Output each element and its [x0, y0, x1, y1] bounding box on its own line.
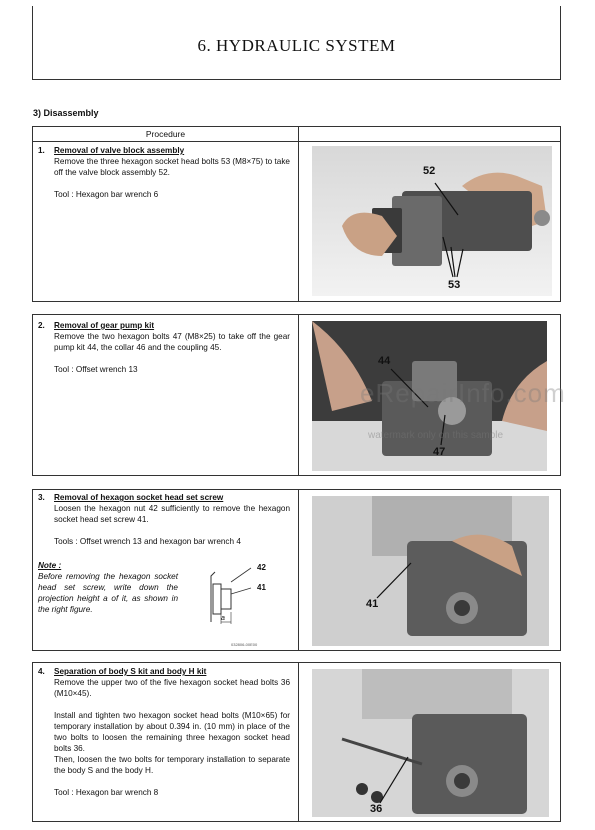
callout-53: 53	[448, 279, 461, 291]
step-text: Remove the three hexagon socket head bolts 53 (M8×75) to take off the valve block assembly 52.	[54, 157, 290, 177]
step-text-2: Install and tighten two hexagon socket head bolts (M10×65) for temporary installation by about 0.394 in. (10 mm) in place of the two bolts to loosen the remaining three hexagon socket head bolts 36.	[54, 711, 290, 753]
fig-label-42: 42	[257, 563, 266, 572]
step-number: 2.	[38, 321, 45, 330]
step-heading: Removal of hexagon socket head set screw	[54, 493, 224, 502]
page-title: 6. HYDRAULIC SYSTEM	[197, 36, 396, 55]
step-text: Loosen the hexagon nut 42 sufficiently to remove the hexagon socket head set screw 41.	[54, 504, 290, 524]
photo-set-screw	[312, 496, 549, 646]
step-heading: Removal of valve block assembly	[54, 146, 185, 155]
step-number: 4.	[38, 667, 45, 676]
watermark-subtext: watermark only on this sample	[368, 430, 504, 441]
note-text: Before removing the hexagon socket head set screw, write down the projection height a of it, as shown in the right figure.	[38, 572, 178, 614]
table-header-row	[33, 127, 560, 142]
step-table-1	[32, 126, 561, 302]
set-screw-figure	[203, 562, 283, 632]
step-2	[38, 320, 290, 375]
photo-body-separation	[312, 669, 549, 817]
step-tool: Tools : Offset wrench 13 and hexagon bar wrench 4	[54, 537, 241, 546]
title-box	[32, 6, 561, 80]
fig-caption: 032806-00E00	[231, 642, 258, 647]
leader-lines-1	[413, 177, 473, 287]
step-tool: Tool : Offset wrench 13	[54, 365, 138, 374]
step-number: 3.	[38, 493, 45, 502]
watermark-text: eRepairInfo.com	[360, 378, 566, 408]
step-tool: Tool : Hexagon bar wrench 6	[54, 190, 159, 199]
step-1	[38, 145, 290, 200]
step-4	[38, 666, 290, 798]
step-table-3	[32, 489, 561, 651]
step-number: 1.	[38, 146, 45, 155]
note-heading: Note :	[38, 561, 62, 570]
callout-41: 41	[366, 598, 379, 610]
step-text-1: Remove the upper two of the five hexagon socket head bolts 36 (M10×45).	[54, 678, 290, 698]
leader-lines-3	[373, 558, 423, 603]
step-3	[38, 492, 290, 547]
fig-label-a: a	[221, 615, 225, 622]
step-tool: Tool : Hexagon bar wrench 8	[54, 788, 159, 797]
step-heading: Removal of gear pump kit	[54, 321, 155, 330]
step-text-3: Then, loosen the two bolts for temporary installation to separate the body S and the body H.	[54, 755, 290, 775]
step-heading: Separation of body S kit and body H kit	[54, 667, 207, 676]
leader-lines-4	[378, 753, 418, 808]
fig-label-41: 41	[257, 583, 266, 592]
step-text: Remove the two hexagon bolts 47 (M8×25) to take off the gear pump kit 44, the collar 46 and the coupling 45.	[54, 332, 290, 352]
callout-52: 52	[423, 165, 436, 177]
note-block	[38, 560, 178, 615]
callout-36: 36	[370, 803, 383, 815]
callout-44: 44	[378, 355, 391, 367]
callout-47: 47	[433, 446, 446, 458]
procedure-header: Procedure	[33, 127, 299, 141]
step-table-4	[32, 662, 561, 822]
section-heading: 3) Disassembly	[33, 108, 99, 118]
